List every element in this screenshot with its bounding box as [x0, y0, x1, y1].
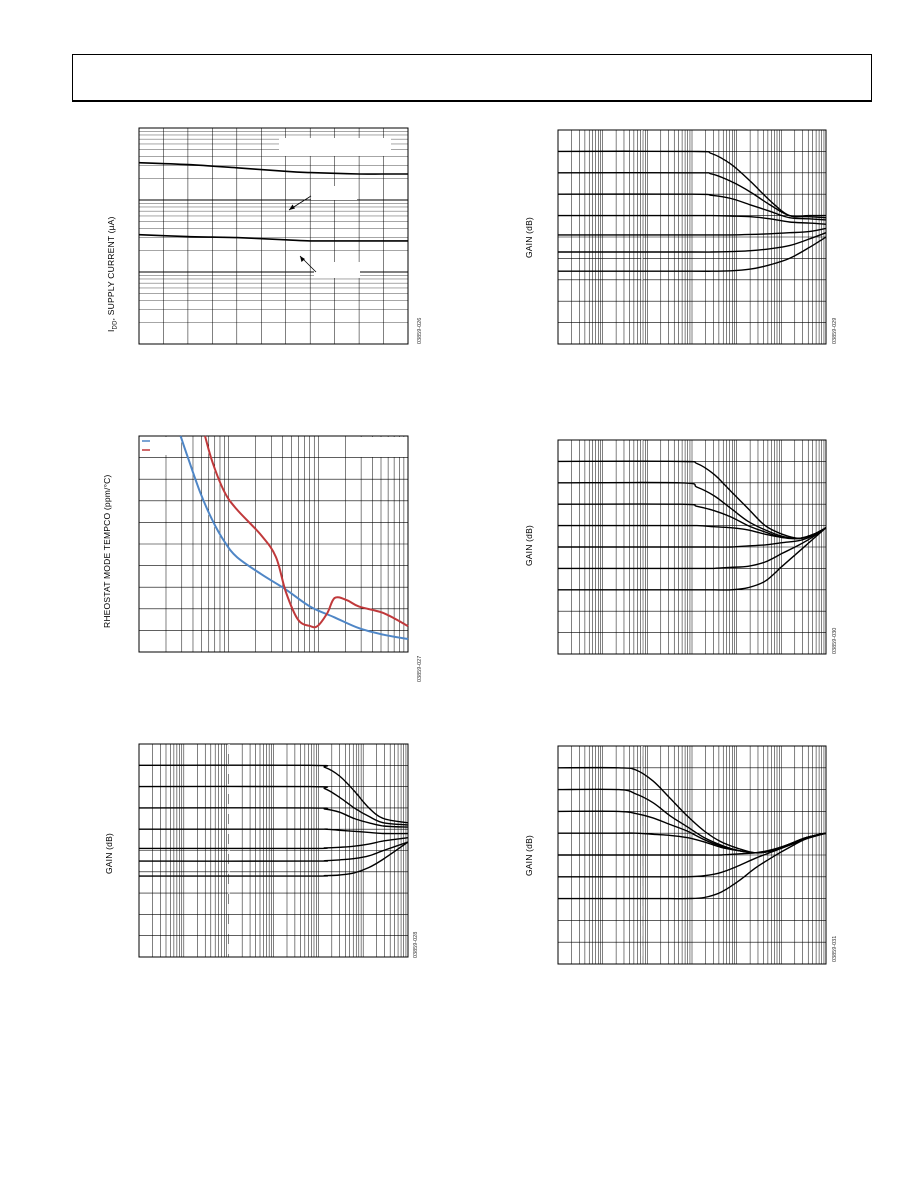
legend-box — [279, 138, 391, 156]
chart-gain-1 — [90, 736, 430, 976]
legend-box — [348, 437, 407, 457]
figure-id: 03859-029 — [832, 317, 838, 344]
y-axis-label: RHEOSTAT MODE TEMPCO (ppm/°C) — [102, 474, 112, 628]
legend-box — [140, 437, 180, 455]
figure-id: 03859-031 — [832, 935, 838, 962]
y-axis-label: GAIN (dB) — [104, 832, 114, 874]
annotation-box — [314, 262, 360, 278]
chart-plot-area — [510, 428, 850, 668]
y-axis-label: GAIN (dB) — [524, 524, 534, 566]
chart-tempco — [90, 428, 430, 684]
page-header-box — [72, 54, 872, 102]
figure-id: 03859-030 — [832, 627, 838, 654]
chart-supply-current — [90, 120, 430, 360]
chart-plot-area — [90, 428, 430, 684]
chart-plot-area — [510, 736, 850, 976]
y-axis-label: GAIN (dB) — [524, 834, 534, 876]
annotation-box — [311, 186, 357, 200]
chart-plot-area — [510, 120, 850, 360]
figure-id: 03859-028 — [413, 931, 419, 958]
y-axis-label: GAIN (dB) — [524, 216, 534, 258]
chart-gain-2 — [510, 120, 850, 360]
chart-plot-area — [90, 120, 430, 360]
figure-id: 03859-027 — [417, 655, 423, 682]
chart-gain-3 — [510, 428, 850, 668]
chart-gain-4 — [510, 736, 850, 976]
y-axis-label: $I_{DD}$, SUPPLY CURRENT (µA) — [106, 216, 119, 332]
figure-id: 03859-026 — [417, 317, 423, 344]
chart-plot-area — [90, 736, 430, 976]
